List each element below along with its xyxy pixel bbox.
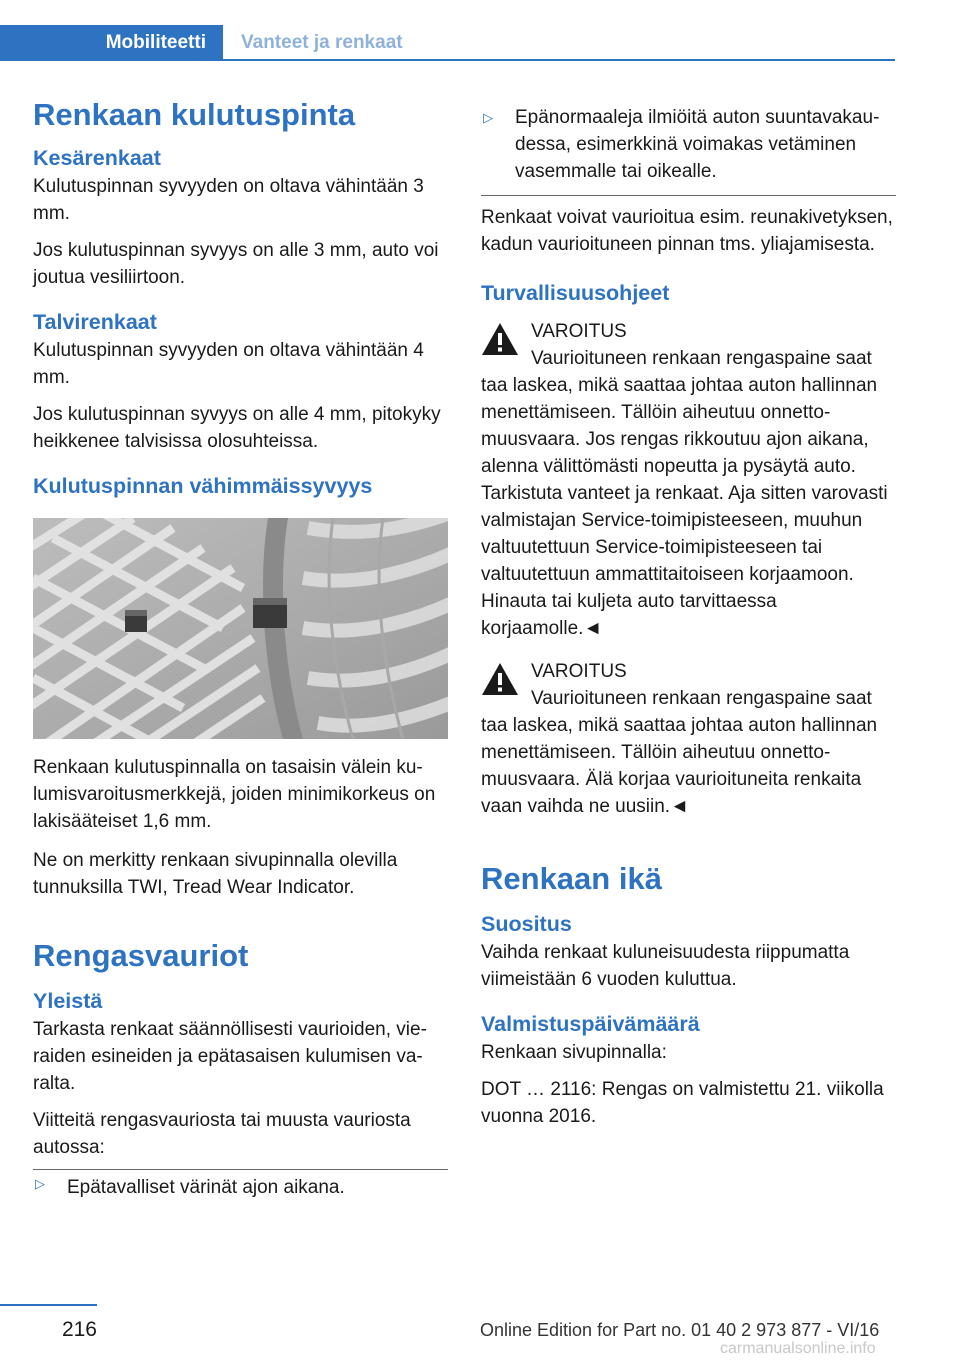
summer-p1: Kulutuspinnan syvyyden on oltava vähintään 3 mm. — [33, 176, 424, 225]
footer-rule — [0, 1304, 97, 1306]
warning-1-first-line: Vaurioituneen renkaan rengaspaine saat — [531, 347, 872, 369]
warning-1 — [481, 318, 896, 642]
warning-triangle-icon — [481, 662, 519, 696]
damage-p: Renkaat voivat vaurioitua esim. reunakivetyksen, kadun vaurioituneen pinnan tms. yliajamisesta. — [481, 207, 893, 255]
heading-min-depth: Kulutuspinnan vähimmäissyvyys — [33, 474, 373, 499]
right-column — [481, 104, 896, 1130]
left-column — [33, 96, 448, 1201]
heading-safety: Turvallisuusohjeet — [481, 281, 670, 305]
tread-image — [33, 518, 448, 739]
list-item — [481, 104, 896, 196]
bullet1-text: Epätavalliset värinät ajon aikana. — [67, 1177, 345, 1199]
winter-p2: Jos kulutuspinnan syvyys on alle 4 mm, pitokyky heikkenee talvisissa olosuhteissa. — [33, 404, 441, 453]
title-damage: Rengasvauriot — [33, 938, 249, 973]
triangle-right-icon: ▷ — [483, 110, 493, 125]
winter-p1: Kulutuspinnan syvyyden on oltava vähintään 4 mm. — [33, 340, 424, 389]
warning-2-label: VAROITUS — [531, 660, 627, 682]
page-header — [0, 25, 895, 61]
heading-summer: Kesärenkaat — [33, 146, 161, 171]
list-item — [33, 1169, 448, 1201]
bullet2-text: Epänormaaleja ilmiöitä auton suuntavakaudessa, esimerkkinä voimakas vetäminen vasemmalle tai oikealle. — [515, 107, 880, 182]
warning-2-text: taa laskea, mikä saattaa johtaa auton hallinnan menettämiseen. Tällöin aiheutuu onnettomuusvaara. Älä korjaa vaurioituneita renkaita vaan vaihda ne uusiin.◄ — [481, 714, 878, 817]
warning-1-label: VAROITUS — [531, 320, 627, 342]
min-p1: Renkaan kulutuspinnalla on tasaisin välein kulumisvaroitusmerkkejä, joiden minimikorkeus on lakisääteiset 1,6 mm. — [33, 757, 436, 832]
title-age: Renkaan ikä — [481, 860, 662, 896]
header-rule — [223, 59, 895, 61]
min-p2: Ne on merkitty renkaan sivupinnalla olevilla tunnuksilla TWI, Tread Wear Indicator. — [33, 850, 398, 898]
summer-p2: Jos kulutuspinnan syvyys on alle 3 mm, auto voi joutua vesiliirtoon. — [33, 240, 439, 289]
heading-general: Yleistä — [33, 989, 103, 1014]
general-p1: Tarkasta renkaat säännöllisesti vaurioiden, vieraiden esineiden ja epätasaisen kulumisen varalta. — [33, 1019, 427, 1095]
damage-list-left — [33, 1169, 448, 1201]
chapter-tab: Vanteet ja renkaat — [241, 32, 403, 53]
page-number: 216 — [61, 1318, 97, 1341]
warning-triangle-icon — [481, 322, 519, 356]
heading-recommendation: Suositus — [481, 912, 572, 937]
title-wear: Renkaan kulutuspinta — [33, 97, 356, 132]
edition-note: Online Edition for Part no. 01 40 2 973 877 - VI/16 — [480, 1320, 880, 1340]
general-p2: Viitteitä rengasvauriosta tai muusta vauriosta autossa: — [33, 1110, 411, 1159]
warning-1-text: taa laskea, mikä saattaa johtaa auton hallinnan menettämiseen. Tällöin aiheutuu onnettomuusvaara. Jos rengas rikkoutuu ajon aikana, alenna välittömästi nopeutta ja pysäytä auto. Tarkistuta vanteet ja renkaat. Aja sitten varovasti valmistajan Service-toimipisteeseen, muuhun valtuutettuun Service-toimipisteeseen tai valtuutettuun ammattitaitoiseen korjaamoon. Hinauta tai kuljeta auto tarvittaessa korjaamolle.◄ — [481, 374, 888, 639]
date-p1: Renkaan sivupinnalla: — [481, 1042, 667, 1063]
triangle-right-icon: ▷ — [35, 1176, 45, 1192]
date-p2: DOT … 2116: Rengas on valmistettu 21. viikolla vuonna 2016. — [481, 1079, 884, 1127]
heading-manufacture-date: Valmistuspäivämäärä — [481, 1012, 700, 1037]
damage-list-right — [481, 104, 896, 196]
warning-2-first-line: Vaurioituneen renkaan rengaspaine saat — [531, 687, 872, 709]
watermark: carmanualsonline.info — [720, 1340, 876, 1357]
heading-winter: Talvirenkaat — [33, 310, 157, 335]
section-tab: Mobiliteetti — [0, 25, 223, 61]
warning-2 — [481, 658, 896, 820]
rec-p: Vaihda renkaat kuluneisuudesta riippumatta viimeistään 6 vuoden kuluttua. — [481, 942, 850, 991]
